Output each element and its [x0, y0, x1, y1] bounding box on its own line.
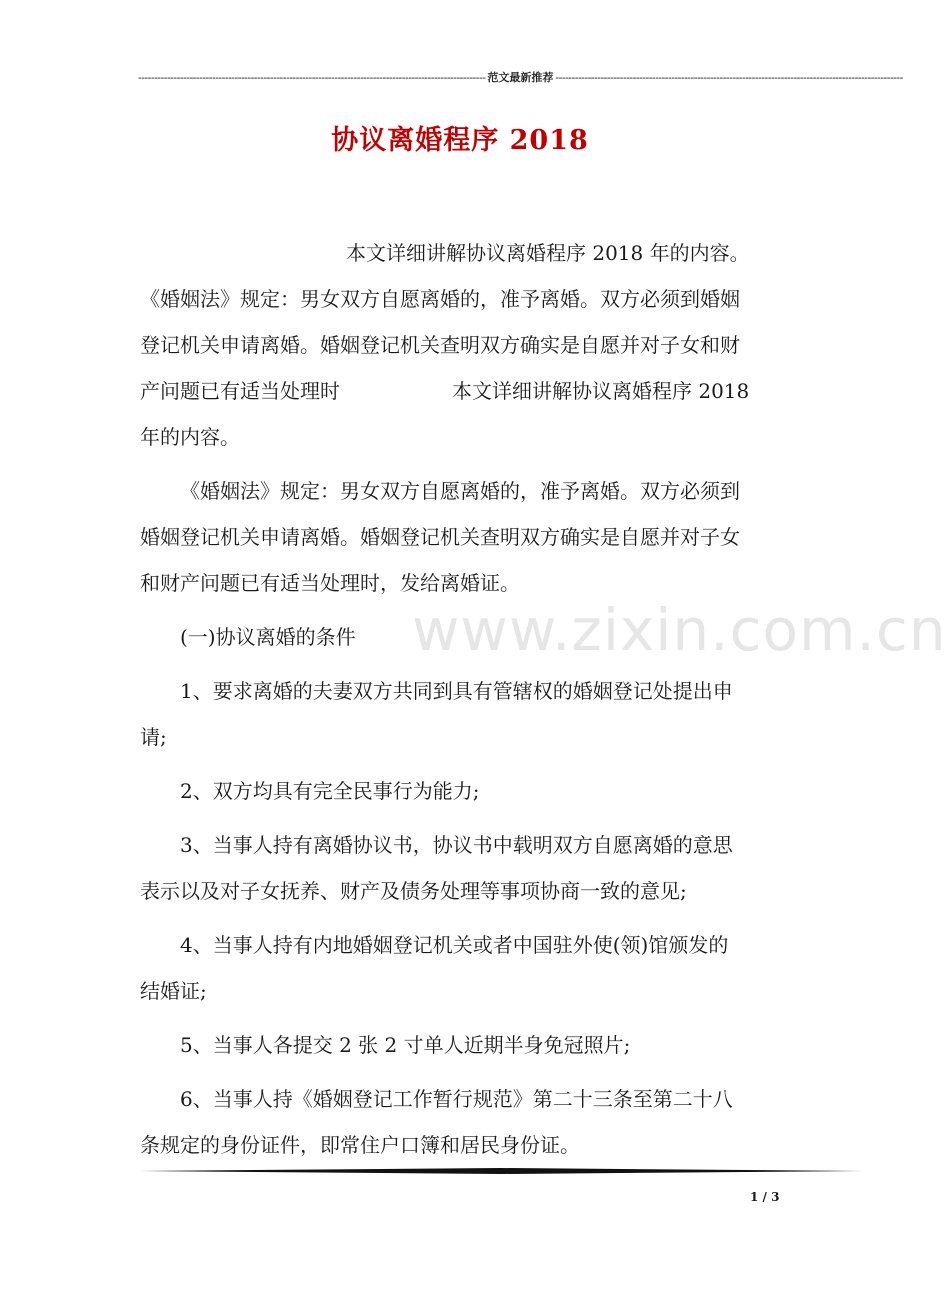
paragraph-line [140, 368, 790, 414]
page-header [138, 68, 903, 86]
paragraph-fragment: 本文详细讲解协议离婚程序 2018 [452, 379, 750, 403]
document-title: 协议离婚程序 2018 [331, 125, 589, 156]
paragraph-line: 登记机关申请离婚。婚姻登记机关查明双方确实是自愿并对子女和财 [140, 333, 740, 357]
list-item-continued: 条规定的身份证件，即常住户口簿和居民身份证。 [140, 1133, 580, 1157]
paragraph-line: 年的内容。 [140, 425, 240, 449]
list-item-continued: 表示以及对子女抚养、财产及债务处理等事项协商一致的意见; [140, 879, 687, 903]
paragraph-line: 《婚姻法》规定：男女双方自愿离婚的，准予离婚。双方必须到婚姻 [140, 287, 740, 311]
list-item-continued: 请; [140, 725, 167, 749]
list-item: 5、当事人各提交 2 张 2 寸单人近期半身免冠照片; [180, 1033, 631, 1057]
header-label: 范文最新推荐 [487, 71, 554, 84]
paragraph-line: 和财产问题已有适当处理时，发给离婚证。 [140, 571, 520, 595]
paragraph-line: 婚姻登记机关申请离婚。婚姻登记机关查明双方确实是自愿并对子女 [140, 525, 740, 549]
page-number: 1 / 3 [750, 1190, 780, 1204]
header-dash-right: ------------------------------------------------------------------------------------------------------------ [555, 70, 903, 84]
document-body [140, 230, 790, 1168]
footer-rule [140, 1168, 862, 1174]
header-dash-left: ------------------------------------------------------------------------------------------------------------ [138, 70, 486, 84]
section-heading: (一)协议离婚的条件 [180, 625, 356, 649]
list-item: 3、当事人持有离婚协议书，协议书中载明双方自愿离婚的意思 [180, 833, 733, 857]
list-item: 2、双方均具有完全民事行为能力; [180, 779, 480, 803]
list-item: 1、要求离婚的夫妻双方共同到具有管辖权的婚姻登记处提出申 [180, 679, 733, 703]
paragraph-line: 《婚姻法》规定：男女双方自愿离婚的，准予离婚。双方必须到 [180, 479, 740, 503]
paragraph-fragment: 产问题已有适当处理时 [140, 379, 340, 403]
list-item: 4、当事人持有内地婚姻登记机关或者中国驻外使(领)馆颁发的 [180, 933, 729, 957]
paragraph-line: 本文详细讲解协议离婚程序 2018 年的内容。 [346, 241, 750, 265]
list-item: 6、当事人持《婚姻登记工作暂行规范》第二十三条至第二十八 [180, 1087, 733, 1111]
watermark: www.zixin.com.cn [412, 596, 947, 664]
list-item-continued: 结婚证; [140, 979, 207, 1003]
